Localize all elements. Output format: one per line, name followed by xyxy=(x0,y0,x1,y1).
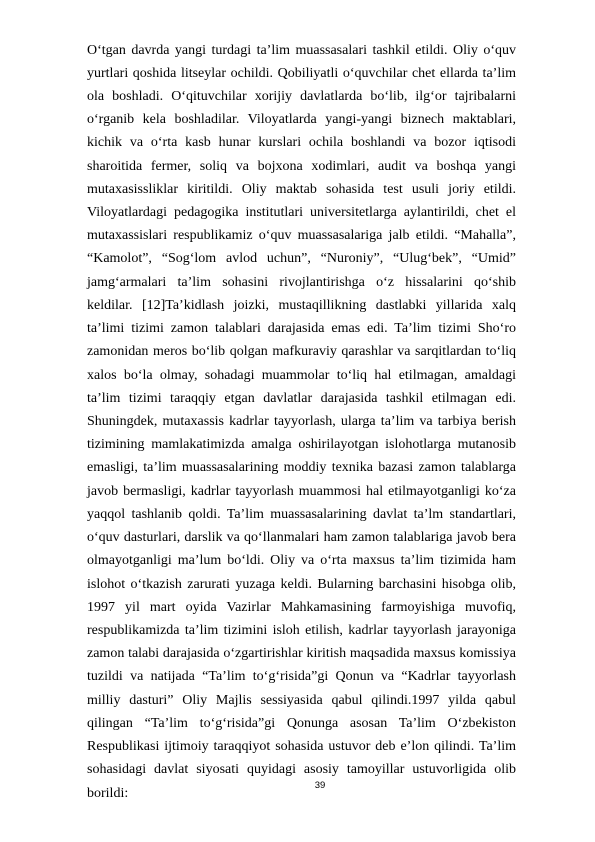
body-paragraph: O‘tgan davrda yangi turdagi ta’lim muassasalari tashkil etildi. Oliy o‘quv yurtlari qoshida litseylar ochildi. Qobiliyatli o‘quvchilar chet ellarda ta’lim ola boshladi. O‘qituvchilar xorijiy davlatlarda bo‘lib, ilg‘or tajribalarni o‘rganib kela boshladilar. Viloyatlarda yangi-yangi biznech maktablari, kichik va o‘rta kasb hunar kurslari ochila boshlandi va bozor iqtisodi sharoitida fermer, soliq va bojxona xodimlari, audit va boshqa yangi mutaxasissliklar kiritildi. Oliy maktab sohasida test usuli joriy etildi. Viloyatlardagi pedagogika institutlari universitetlarga aylantirildi, chet el mutaxassislari respublikamiz o‘quv muassasalariga jalb etildi. “Mahalla”, “Kamolot”, “Sog‘lom avlod uchun”, “Nuroniy”, “Ulug‘bek”, “Umid” jamg‘armalari ta’lim sohasini rivojlantirishga o‘z hissalarini qo‘shib keldilar. [12]Ta’kidlash joizki, mustaqillikning dastlabki yillarida xalq ta’limi tizimi zamon talablari darajasida emas edi. Ta’lim tizimi Sho‘ro zamonidan meros bo‘lib qolgan mafkuraviy qarashlar va sarqitlardan to‘liq xalos bo‘la olmay, sohadagi muammolar to‘liq hal etilmagan, amaldagi ta’lim tizimi taraqqiy etgan davlatlar darajasida tashkil etilmagan edi. Shuningdek, mutaxassis kadrlar tayyorlash, ularga ta’lim va tarbiya berish tizimining mamlakatimizda amalga oshirilayotgan islohotlarga mutanosib emasligi, ta’lim muassasalarining moddiy texnika bazasi zamon talablarga javob bermasligi, kadrlar tayyorlash muammosi hal etilmayotganligi ko‘za yaqqol tashlanib qoldi. Ta’lim muassasalarining davlat ta’lm standartlari, o‘quv dasturlari, darslik va qo‘llanmalari ham zamon talablariga javob bera olmayotganligi ma’lum bo‘ldi. Oliy va o‘rta maxsus ta’lim tizimida ham islohot o‘tkazish zarurati yuzaga keldi. Bularning barchasini hisobga olib, 1997 yil mart oyida Vazirlar Mahkamasining farmoyishiga muvofiq, respublikamizda ta’lim tizimini isloh etilish, kadrlar tayyorlash jarayoniga zamon talabi darajasida o‘zgartirishlar kiritish maqsadida maxsus komissiya tuzildi va natijada “Ta’lim to‘g‘risida”gi Qonun va “Kadrlar tayyorlash milliy dasturi” Oliy Majlis sessiyasida qabul qilindi.1997 yilda qabul qilingan “Ta’lim to‘g‘risida”gi Qonunga asosan Ta’lim O‘zbekiston Respublikasi ijtimoiy taraqqiyot sohasida ustuvor deb e’lon qilindi. Ta’lim sohasidagi davlat siyosati quyidagi asosiy tamoyillar ustuvorligida olib borildi: xyxy=(87,42,516,801)
page-number: 39 xyxy=(314,780,326,791)
